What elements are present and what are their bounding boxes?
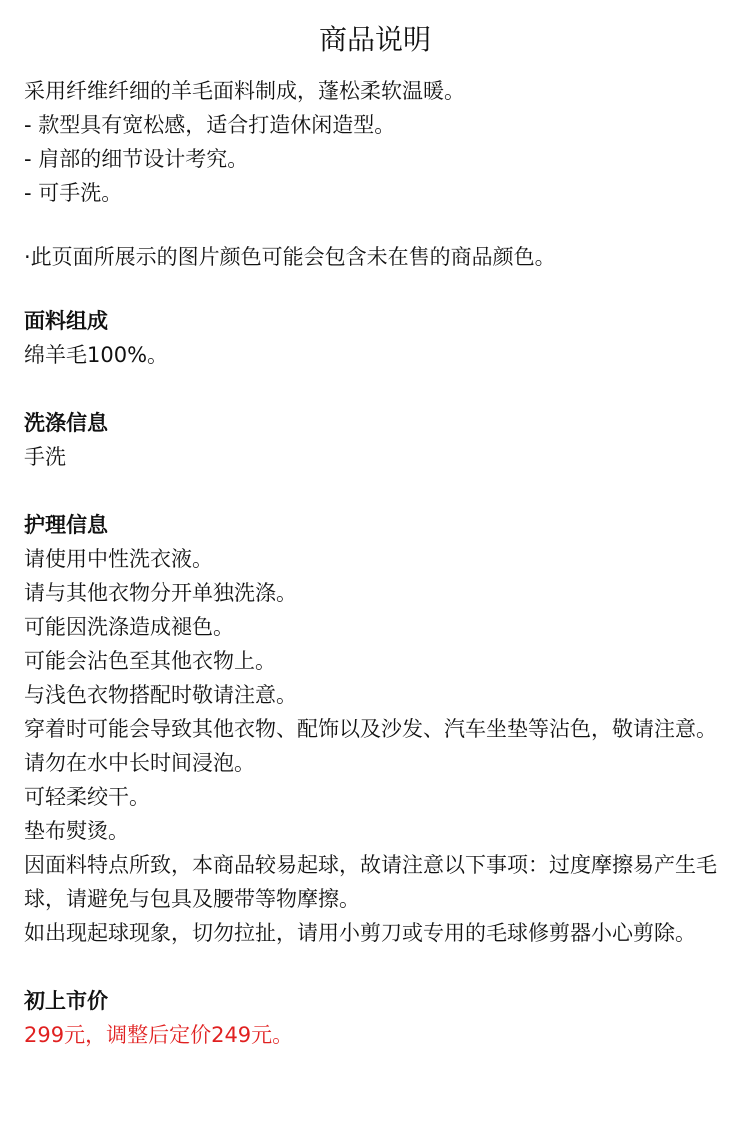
care-line: 如出现起球现象，切勿拉扯，请用小剪刀或专用的毛球修剪器小心剪除。 <box>24 921 696 945</box>
care-line: 可能因洗涤造成褪色。 <box>24 615 234 639</box>
washing-section <box>24 406 726 474</box>
care-section <box>24 508 726 950</box>
care-line: 垫布熨烫。 <box>24 819 129 843</box>
intro-line: - 可手洗。 <box>24 181 123 205</box>
fabric-section <box>24 304 726 372</box>
intro-section <box>24 74 726 210</box>
care-line: 请与其他衣物分开单独洗涤。 <box>24 581 297 605</box>
care-line: 可能会沾色至其他衣物上。 <box>24 649 276 673</box>
care-line: 可轻柔绞干。 <box>24 785 150 809</box>
fabric-title: 面料组成 <box>24 309 108 333</box>
price-value: 299元，调整后定价249元。 <box>24 1023 294 1047</box>
intro-line: 采用纤维纤细的羊毛面料制成，蓬松柔软温暖。 <box>24 79 465 103</box>
fabric-value: 绵羊毛100%。 <box>24 343 169 367</box>
washing-title: 洗涤信息 <box>24 411 108 435</box>
intro-line: - 款型具有宽松感，适合打造休闲造型。 <box>24 113 396 137</box>
care-line: 请勿在水中长时间浸泡。 <box>24 751 255 775</box>
washing-value: 手洗 <box>24 445 66 469</box>
care-line: 请使用中性洗衣液。 <box>24 547 213 571</box>
care-line: 因面料特点所致，本商品较易起球，故请注意以下事项：过度摩擦易产生毛球，请避免与包具及腰带等物摩擦。 <box>24 853 717 911</box>
intro-line: - 肩部的细节设计考究。 <box>24 147 249 171</box>
color-note: ·此页面所展示的图片颜色可能会包含未在售的商品颜色。 <box>24 245 556 269</box>
price-title: 初上市价 <box>24 989 108 1013</box>
price-section <box>24 984 726 1052</box>
care-line: 穿着时可能会导致其他衣物、配饰以及沙发、汽车坐垫等沾色，敬请注意。 <box>24 717 717 741</box>
care-title: 护理信息 <box>24 513 108 537</box>
page-title: 商品说明 <box>318 23 431 56</box>
care-line: 与浅色衣物搭配时敬请注意。 <box>24 683 297 707</box>
